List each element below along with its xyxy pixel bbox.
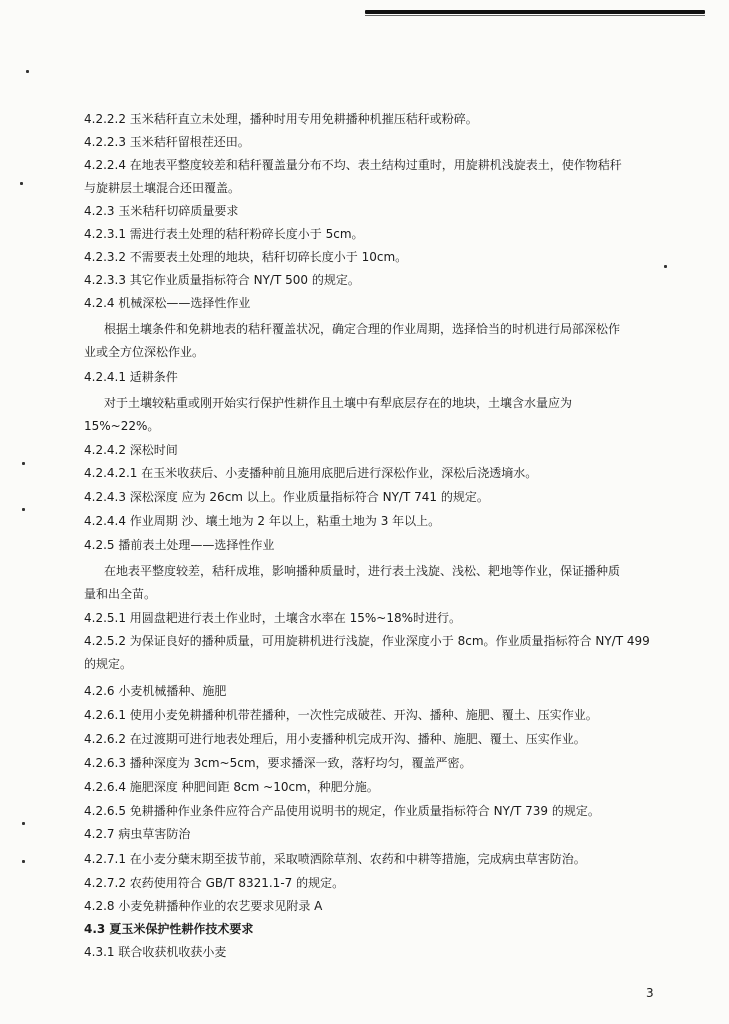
text-line: 4.2.2.4 在地表平整度较差和秸秆覆盖量分布不均、表土结构过重时，用旋耕机浅旋表土，使作物秸秆 (84, 158, 622, 172)
paragraph-line: 对于土壤较粘重或刚开始实行保护性耕作且土壤中有犁底层存在的地块，土壤含水量应为 (104, 396, 573, 410)
section-heading: 4.3 夏玉米保护性耕作技术要求 (84, 922, 254, 936)
paragraph-line: 业或全方位深松作业。 (84, 345, 205, 359)
page-number: 3 (646, 986, 654, 1000)
text-line: 4.2.3.1 需进行表土处理的秸秆粉碎长度小于 5cm。 (84, 227, 364, 241)
paragraph-line: 根据土壤条件和免耕地表的秸秆覆盖状况，确定合理的作业周期，选择恰当的时机进行局部深松作 (104, 322, 621, 336)
text-line: 4.2.2.3 玉米秸秆留根茬还田。 (84, 135, 250, 149)
text-line: 4.2.6.5 免耕播种作业条件应符合产品使用说明书的规定，作业质量指标符合 NY/T 739 的规定。 (84, 804, 600, 818)
text-line: 4.2.6.4 施肥深度 种肥间距 8cm ~10cm，种肥分施。 (84, 780, 379, 794)
text-line: 4.2.6.3 播种深度为 3cm~5cm，要求播深一致，落籽均匀，覆盖严密。 (84, 756, 472, 770)
scan-speck (664, 265, 667, 268)
text-line: 4.2.6.1 使用小麦免耕播种机带茬播种，一次性完成破茬、开沟、播种、施肥、覆土、压实作业。 (84, 708, 598, 722)
text-line: 4.2.4.2 深松时间 (84, 443, 178, 457)
text-line: 4.2.6.2 在过渡期可进行地表处理后，用小麦播种机完成开沟、播种、施肥、覆土、压实作业。 (84, 732, 586, 746)
header-rule (365, 10, 705, 14)
text-line: 4.2.5.2 为保证良好的播种质量，可用旋耕机进行浅旋，作业深度小于 8cm。作业质量指标符合 NY/T 499 (84, 634, 650, 648)
text-line: 4.3.1 联合收获机收获小麦 (84, 945, 227, 959)
scan-speck (26, 70, 29, 73)
text-line: 4.2.8 小麦免耕播种作业的农艺要求见附录 A (84, 899, 323, 913)
text-line: 4.2.2.2 玉米秸秆直立未处理，播种时用专用免耕播种机摧压秸秆或粉碎。 (84, 112, 478, 126)
section-heading: 4.2.3 玉米秸秆切碎质量要求 (84, 204, 239, 218)
section-heading: 4.2.4 机械深松——选择性作业 (84, 296, 251, 310)
text-line: 4.2.3.3 其它作业质量指标符合 NY/T 500 的规定。 (84, 273, 360, 287)
header-rule-thin (365, 15, 705, 16)
scan-speck (22, 860, 25, 863)
scan-speck (22, 462, 25, 465)
text-line: 与旋耕层土壤混合还田覆盖。 (84, 181, 241, 195)
text-line: 4.2.7.2 农药使用符合 GB/T 8321.1-7 的规定。 (84, 876, 345, 890)
text-line: 4.2.4.3 深松深度 应为 26cm 以上。作业质量指标符合 NY/T 741 的规定。 (84, 490, 489, 504)
paragraph-line: 15%~22%。 (84, 419, 160, 433)
text-line: 4.2.4.2.1 在玉米收获后、小麦播种前且施用底肥后进行深松作业，深松后浇透墒水。 (84, 466, 538, 480)
text-line: 4.2.5.1 用圆盘耙进行表土作业时，土壤含水率在 15%~18%时进行。 (84, 611, 462, 625)
text-line: 4.2.4.4 作业周期 沙、壤土地为 2 年以上，粘重土地为 3 年以上。 (84, 514, 441, 528)
scan-speck (22, 508, 25, 511)
paragraph-line: 在地表平整度较差，秸秆成堆，影响播种质量时，进行表土浅旋、浅松、耙地等作业，保证播种质 (104, 564, 621, 578)
section-heading: 4.2.7 病虫草害防治 (84, 827, 191, 841)
text-line: 的规定。 (84, 657, 133, 671)
text-line: 4.2.7.1 在小麦分蘖末期至拔节前，采取喷洒除草剂、农药和中耕等措施，完成病虫草害防治。 (84, 852, 586, 866)
text-line: 4.2.3.2 不需要表土处理的地块，秸秆切碎长度小于 10cm。 (84, 250, 408, 264)
section-heading: 4.2.6 小麦机械播种、施肥 (84, 684, 227, 698)
section-heading: 4.2.5 播前表土处理——选择性作业 (84, 538, 275, 552)
scan-speck (20, 182, 23, 185)
text-line: 4.2.4.1 适耕条件 (84, 370, 178, 384)
paragraph-line: 量和出全苗。 (84, 587, 157, 601)
scan-speck (22, 822, 25, 825)
